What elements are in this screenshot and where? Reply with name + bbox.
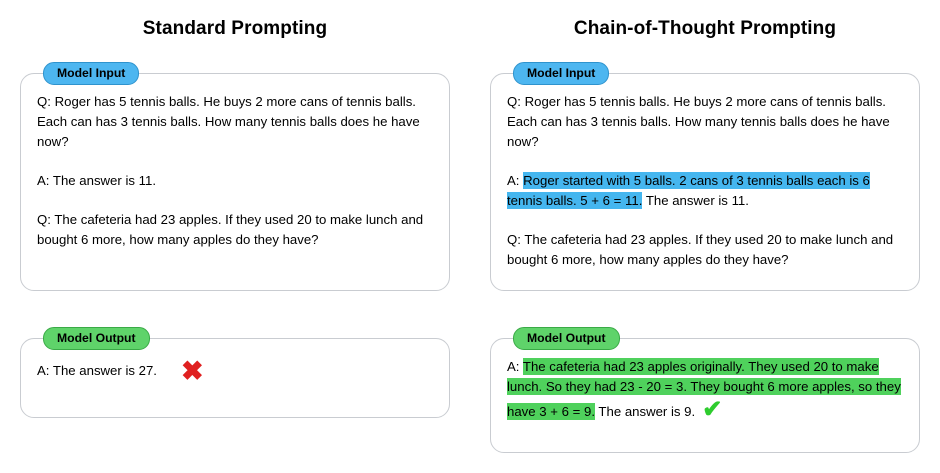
standard-output-row xyxy=(37,357,433,384)
column-chain-of-thought-prompting xyxy=(490,0,920,40)
standard-input-question-1: Q: Roger has 5 tennis balls. He buys 2 more cans of tennis balls. Each can has 3 tennis balls. How many tennis balls does he have now? xyxy=(37,94,420,149)
label-model-output-cot: Model Output xyxy=(513,327,620,350)
cot-input-question-2: Q: The cafeteria had 23 apples. If they used 20 to make lunch and bought 6 more, how many apples do they have? xyxy=(507,232,894,267)
column-title-standard: Standard Prompting xyxy=(142,18,328,39)
panel-standard-model-input xyxy=(20,66,450,291)
standard-input-question-2: Q: The cafeteria had 23 apples. If they used 20 to make lunch and bought 6 more, how many apples do they have? xyxy=(37,212,424,247)
panel-body-cot-output xyxy=(491,339,919,438)
standard-input-answer-1: A: The answer is 11. xyxy=(37,173,156,188)
cot-output-rationale-highlight: The cafeteria had 23 apples originally. They used 20 to make lunch. So they had 23 - 20 = 3. They bought 6 more apples, so they have 3 + 6 = 9. xyxy=(507,359,901,419)
label-model-input-cot: Model Input xyxy=(513,62,609,85)
cot-output-prefix: A: xyxy=(507,359,523,374)
cot-output-suffix: The answer is 9. xyxy=(595,404,696,419)
cot-input-question-1: Q: Roger has 5 tennis balls. He buys 2 more cans of tennis balls. Each can has 3 tennis balls. How many tennis balls does he have now? xyxy=(507,94,890,149)
panel-body-standard-input xyxy=(21,74,449,266)
cot-input-answer-rationale-highlight: Roger started with 5 balls. 2 cans of 3 tennis balls each is 6 tennis balls. 5 + 6 = 11. xyxy=(507,173,870,208)
column-title-cot: Chain-of-Thought Prompting xyxy=(573,18,837,39)
column-standard-prompting xyxy=(20,0,450,40)
standard-output-answer: A: The answer is 27. xyxy=(37,362,157,378)
panel-body-cot-input xyxy=(491,74,919,286)
label-model-input-standard: Model Input xyxy=(43,62,139,85)
cot-input-answer-prefix: A: xyxy=(507,173,524,188)
panel-cot-model-output xyxy=(490,331,920,453)
red-cross-icon: ✖ xyxy=(180,356,204,386)
cot-input-answer-1 xyxy=(507,171,903,211)
green-check-icon: ✔ xyxy=(702,396,723,423)
label-model-output-standard: Model Output xyxy=(43,327,150,350)
panel-standard-model-output xyxy=(20,331,450,418)
cot-input-answer-suffix: The answer is 11. xyxy=(642,193,749,208)
cot-output-text xyxy=(507,357,903,422)
panel-cot-model-input xyxy=(490,66,920,291)
